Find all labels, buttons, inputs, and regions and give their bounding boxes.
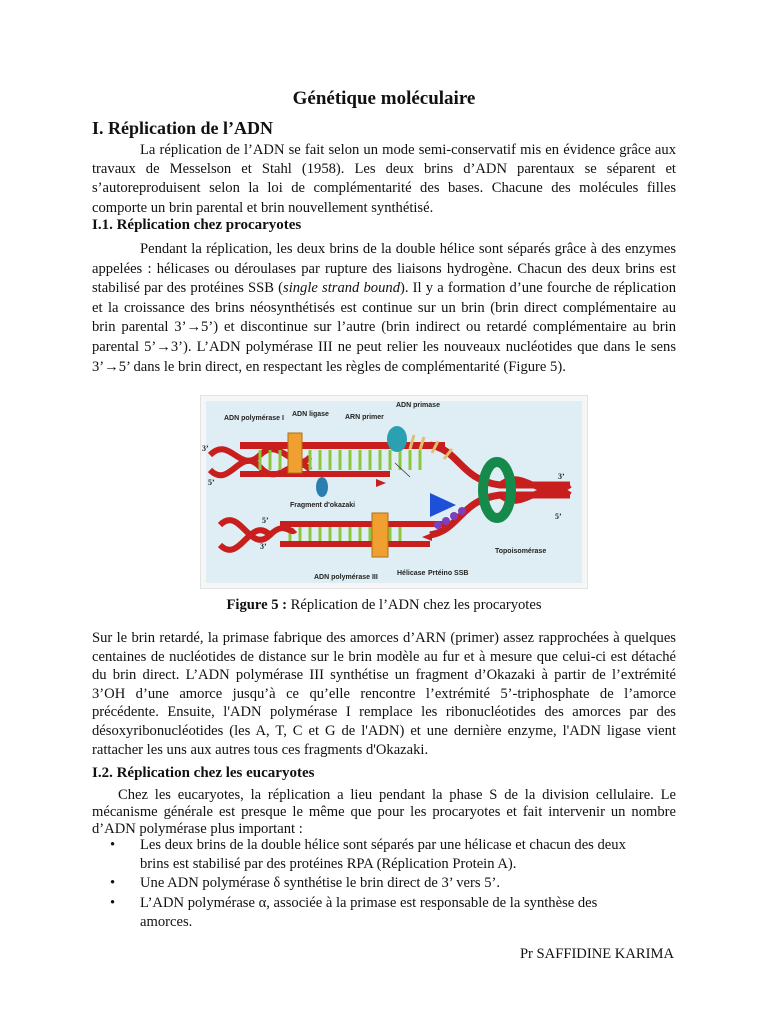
adn-polymerase-1-shape [288, 433, 302, 473]
paragraph-eucaryotes-text: Chez les eucaryotes, la réplication a lieu pendant la phase S de la division cellulaire. Le mécanisme générale est presque le même que pour les procaryotes et fait intervenir un nombre d’ADN polymérase plus important : [92, 787, 676, 837]
figure-caption-text: Réplication de l’ADN chez les procaryotes [287, 597, 542, 613]
section-heading-1: I. Réplication de l’ADN [92, 118, 273, 138]
adn-primase-shape [387, 426, 407, 452]
end-label-right-5: 5’ [555, 512, 562, 521]
label-fragment-okazaki: Fragment d'okazaki [290, 502, 356, 509]
bullet-dot: • [110, 894, 116, 911]
section-heading-1-1: I.1. Réplication chez procaryotes [92, 217, 302, 233]
label-adn-primase: ADN primase [396, 402, 440, 409]
leading-new-strand [280, 541, 430, 547]
end-label-bottom-3: 3’ [260, 542, 267, 551]
label-helicase: Hélicase [397, 570, 426, 577]
page-title: Génétique moléculaire [292, 88, 476, 109]
label-topoisomerase: Topoisomérase [495, 548, 547, 555]
label-adn-polymerase-3: ADN polymérase III [314, 574, 378, 581]
adn-polymerase-3-shape [372, 513, 388, 557]
section-heading-1-2: I.2. Réplication chez les eucaryotes [92, 765, 315, 781]
label-ssb: Prtéino SSB [428, 570, 469, 577]
list-item [92, 836, 652, 874]
end-label-bottom-5: 5’ [262, 516, 269, 525]
bullet-dot: • [110, 837, 116, 853]
list-item [92, 874, 652, 893]
list-item-text: Une ADN polymérase δ synthétise le brin direct de 3’ vers 5’. [140, 875, 500, 892]
list-item-text: L’ADN polymérase α, associée à la primase est responsable de la synthèse des amorces. [140, 894, 598, 930]
end-label-right-3: 3’ [558, 472, 565, 481]
end-label-top-3: 3’ [202, 444, 209, 453]
lagging-new-strand [240, 471, 390, 477]
end-label-top-5: 5’ [208, 478, 215, 487]
paragraph-procaryotes-text-b: ). Il y a formation d’une fourche de réplication et la croissance des brins néosynthétisés est continue sur un brin (brin direct complémentaire au brin parental 3’→5’) et discontinue sur l’autre (brin indirect ou retardé complémentaire au brin parental 5’→3’). L’ADN polymérase III ne peut relier les nouveaux nucléotides que dans le sens 3’→5’ dans le brin direct, en respectant les règles de complémentarité (Figure 5). [92, 280, 676, 375]
label-adn-polymerase-1: ADN polymérase I [224, 415, 284, 422]
label-adn-ligase: ADN ligase [292, 411, 329, 418]
figure-caption-label: Figure 5 : [226, 597, 288, 613]
figure-caption [0, 597, 768, 614]
paragraph-procaryotes [92, 240, 676, 377]
parental-strand-bottom [280, 521, 450, 527]
paragraph-procaryotes-italic: single strand bound [283, 280, 400, 297]
label-arn-primer: ARN primer [345, 414, 384, 421]
author-footer: Pr SAFFIDINE KARIMA [519, 946, 674, 962]
replication-fork-diagram [200, 395, 588, 589]
parental-strand-top [240, 442, 445, 449]
paragraph-procaryotes-text-a: Pendant la réplication, les deux brins de la double hélice sont séparés grâce à des enzymes appelées : hélicases ou déroulases par rupture des liaisons hydrogène. Chacun des deux brins est stabilisé par des protéines SSB ( [92, 241, 676, 297]
bullet-list [92, 836, 652, 932]
adn-ligase-shape [316, 477, 328, 497]
bullet-dot: • [110, 875, 116, 892]
paragraph-intro [92, 141, 676, 218]
list-item [92, 894, 652, 932]
paragraph-intro-text: La réplication de l’ADN se fait selon un mode semi-conservatif mis en évidence grâce aux travaux de Messelson et Stahl (1958). Les deux brins d’ADN parentaux se séparent et s’autoreproduisent selon la loi de complémentarité des bases. Chacune des molécules filles comporte un brin parental et brin nouvellement synthétisé. [92, 142, 676, 216]
list-item-text: Les deux brins de la double hélice sont séparés par une hélicase et chacun des deux brins est stabilisé par des protéines RPA (Réplication Protein A). [140, 837, 626, 873]
paragraph-eucaryotes [92, 787, 676, 838]
paragraph-brin-retarde: Sur le brin retardé, la primase fabrique des amorces d’ARN (primer) assez rapprochées à quelques centaines de nucléotides de distance sur le brin modèle au fur et à mesure que celui-ci est détaché du brin direct. L’ADN polymérase III synthétise un fragment d’Okazaki à partir de l’extrémité 3’OH d’une amorce jusqu’à ce qu’elle rencontre l’extrémité 5’-triphosphate de l’amorce précédente. Ensuite, l'ADN polymérase I remplace les ribonucléotides des amorces par des désoxyribonucléotides (les A, T, C et G de l'ADN) et une dernière enzyme, l'ADN ligase vient rattacher les uns aux autres tous ces fragments d'Okazaki. [92, 630, 676, 758]
